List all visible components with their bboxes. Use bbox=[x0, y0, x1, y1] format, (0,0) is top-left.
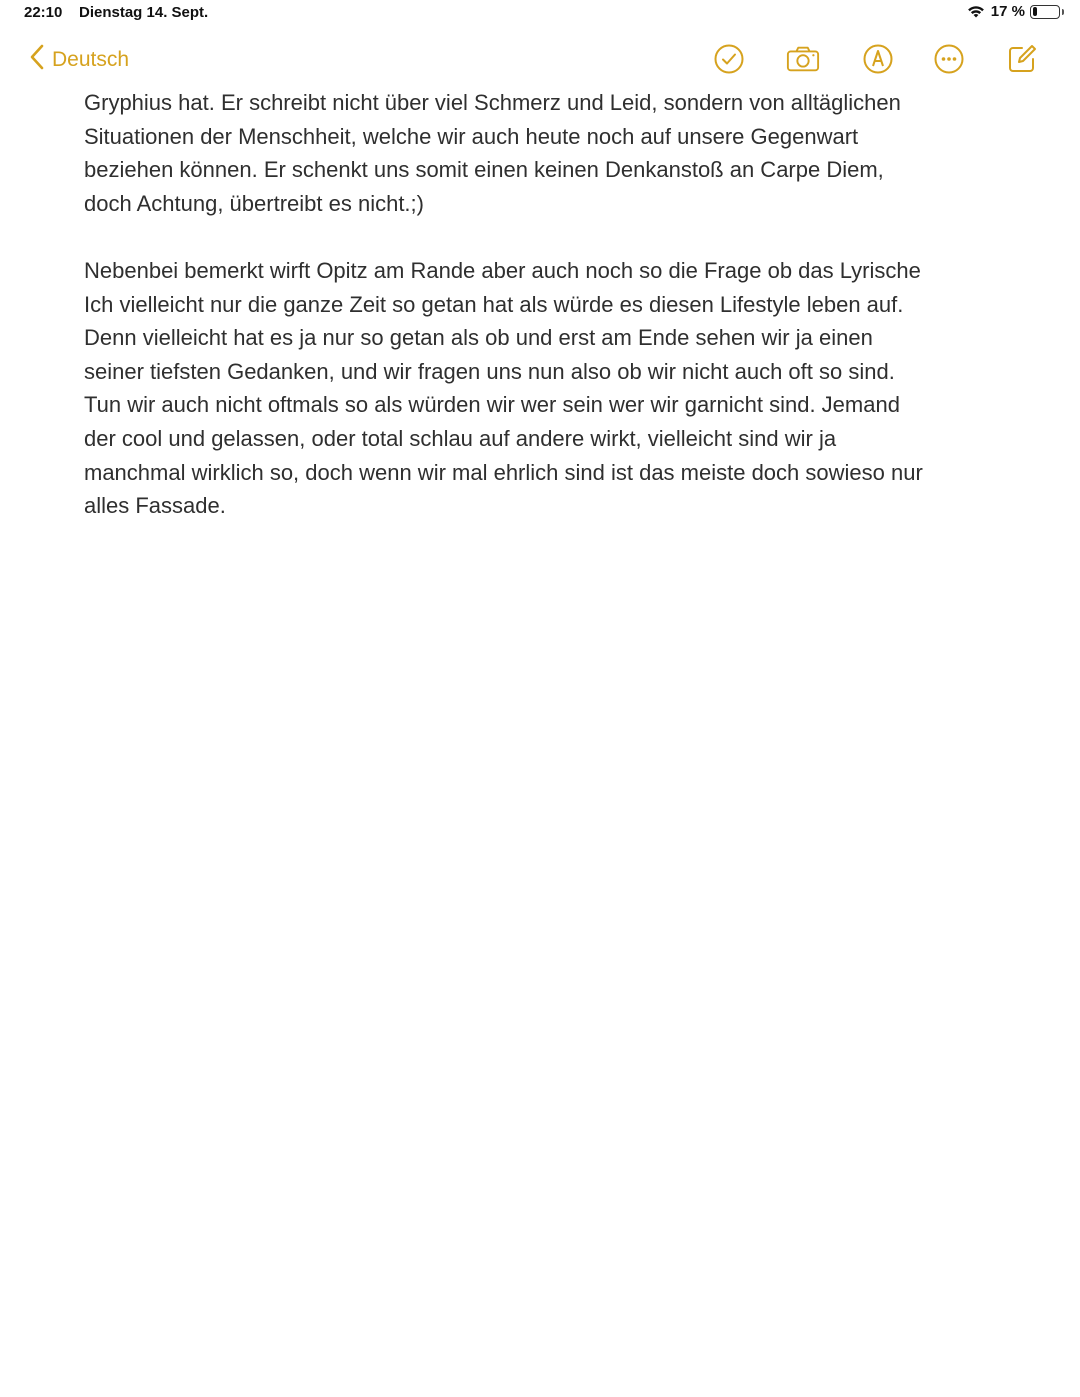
back-button[interactable] bbox=[30, 44, 129, 75]
note-body[interactable] bbox=[84, 86, 1014, 523]
markup-icon[interactable] bbox=[861, 42, 895, 76]
note-line: der cool und gelassen, oder total schlau auf andere wirkt, vielleicht sind wir ja bbox=[84, 425, 837, 451]
note-line: Denn vielleicht hat es ja nur so getan als ob und erst am Ende sehen wir ja einen bbox=[84, 325, 873, 351]
status-bar bbox=[0, 0, 1080, 28]
status-time: 22:10 bbox=[24, 4, 63, 21]
checklist-icon[interactable] bbox=[712, 42, 746, 76]
note-paragraph bbox=[84, 254, 1014, 523]
note-line: Tun wir auch nicht oftmals so als würden wir wer sein wer wir garnicht sind. Jemand bbox=[84, 392, 900, 418]
note-line: manchmal wirklich so, doch wenn wir mal ehrlich sind ist das meiste doch sowieso nur bbox=[84, 459, 923, 485]
status-indicators bbox=[966, 3, 1060, 20]
battery-percentage: 17 % bbox=[990, 3, 1025, 20]
notes-toolbar bbox=[0, 40, 1080, 80]
back-button-label: Deutsch bbox=[52, 47, 130, 71]
battery-level-fill bbox=[1033, 7, 1037, 16]
status-date: Dienstag 14. Sept. bbox=[79, 4, 209, 21]
wifi-icon bbox=[966, 4, 986, 19]
battery-icon bbox=[1030, 5, 1060, 19]
note-line: seiner tiefsten Gedanken, und wir fragen uns nun also ob wir nicht auch oft so sind. bbox=[84, 358, 895, 384]
compose-icon[interactable] bbox=[1005, 42, 1039, 76]
note-line: alles Fassade. bbox=[84, 493, 226, 519]
note-line: Situationen der Menschheit, welche wir auch heute noch auf unsere Gegenwart bbox=[84, 123, 859, 149]
note-line: doch Achtung, übertreibt es nicht.;) bbox=[84, 190, 424, 216]
note-line: Nebenbei bemerkt wirft Opitz am Rande aber auch noch so die Frage ob das Lyrische bbox=[84, 257, 921, 283]
paragraph-spacer bbox=[84, 220, 1014, 254]
chevron-left-icon bbox=[30, 44, 44, 75]
note-line: Ich vielleicht nur die ganze Zeit so getan hat als würde es diesen Lifestyle leben auf. bbox=[84, 291, 904, 317]
more-icon[interactable] bbox=[932, 42, 966, 76]
note-line: Gryphius hat. Er schreibt nicht über viel Schmerz und Leid, sondern von alltäglichen bbox=[84, 90, 901, 115]
camera-icon[interactable] bbox=[786, 42, 820, 76]
note-paragraph bbox=[84, 86, 1014, 220]
note-line: beziehen können. Er schenkt uns somit einen keinen Denkanstoß an Carpe Diem, bbox=[84, 157, 884, 183]
